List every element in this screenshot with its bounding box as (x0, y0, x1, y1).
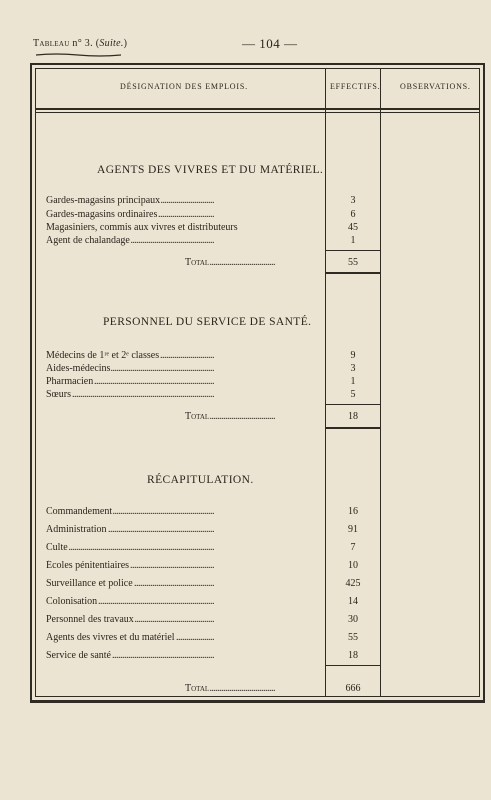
row-value: 1 (350, 235, 356, 246)
table-row (46, 542, 322, 553)
table-row (46, 350, 322, 361)
row-value: 14 (348, 596, 358, 607)
table-row (46, 650, 322, 661)
row-label: Service de santé (46, 650, 111, 661)
row-label: Magasiniers, commis aux vivres et distributeurs (46, 222, 238, 233)
row-value: 16 (348, 506, 358, 517)
table-suite: Suite. (99, 38, 124, 49)
row-label: Culte (46, 542, 68, 553)
column-header-designation: DÉSIGNATION DES EMPLOIS. (120, 82, 248, 91)
table-row (46, 524, 322, 535)
row-value: 6 (350, 209, 356, 220)
sum-rule (326, 404, 380, 405)
column-header-observations: OBSERVATIONS. (400, 82, 471, 91)
row-label: Colonisation (46, 596, 98, 607)
table-row (46, 363, 322, 374)
row-label: Gardes-magasins ordinaires (46, 209, 158, 220)
total-label: Total (185, 257, 210, 268)
total-value: 666 (345, 683, 361, 694)
table-label: Tableau (33, 38, 70, 49)
bottom-rule (30, 701, 485, 703)
total-label: Total (185, 683, 210, 694)
row-label: Surveillance et police (46, 578, 133, 589)
row-label: Agents des vivres et du matériel (46, 632, 175, 643)
row-label: Personnel des travaux (46, 614, 134, 625)
total-value: 55 (348, 257, 358, 268)
table-row (46, 506, 322, 517)
header-rule (35, 108, 480, 110)
section-title: RÉCAPITULATION. (147, 474, 254, 486)
row-value: 10 (348, 560, 358, 571)
row-value: 5 (350, 389, 356, 400)
row-label: Gardes-magasins principaux (46, 195, 161, 206)
row-value: 7 (350, 542, 356, 553)
total-rule (326, 427, 380, 429)
table-reference (33, 38, 127, 49)
row-label: Médecins de 1ʳᵉ et 2ᵉ classes (46, 350, 160, 361)
table-close: ) (123, 38, 128, 49)
row-value: 9 (350, 350, 356, 361)
row-label: Écoles pénitentiaires (46, 560, 130, 571)
table-row (46, 235, 322, 246)
total-row (185, 683, 322, 694)
section-title: PERSONNEL DU SERVICE DE SANTÉ. (103, 316, 312, 328)
table-row (46, 376, 322, 387)
row-value: 425 (345, 578, 361, 589)
row-value: 55 (348, 632, 358, 643)
total-row (185, 257, 322, 268)
row-value: 3 (350, 195, 356, 206)
table-row (46, 578, 322, 589)
row-label: Commandement (46, 506, 113, 517)
row-value: 18 (348, 650, 358, 661)
row-label: Agent de chalandage (46, 235, 130, 246)
total-label: Total (185, 411, 210, 422)
table-row (46, 222, 322, 233)
sum-rule (326, 250, 380, 251)
table-row (46, 614, 322, 625)
row-label: Administration (46, 524, 107, 535)
total-value: 18 (348, 411, 358, 422)
header-rule (35, 112, 480, 113)
table-row (46, 560, 322, 571)
section-title: AGENTS DES VIVRES ET DU MATÉRIEL. (97, 164, 324, 176)
row-value: 45 (348, 222, 358, 233)
column-header-effectifs: EFFECTIFS. (330, 82, 381, 91)
total-rule (326, 272, 380, 274)
header-ornament (36, 53, 121, 57)
table-row (46, 389, 322, 400)
total-row (185, 411, 322, 422)
table-number: n° 3. ( (69, 38, 100, 49)
page-number: — 104 — (242, 36, 298, 51)
row-value: 1 (350, 376, 356, 387)
row-label: Sœurs (46, 389, 72, 400)
row-value: 30 (348, 614, 358, 625)
row-value: 3 (350, 363, 356, 374)
table-row (46, 596, 322, 607)
row-label: Pharmacien (46, 376, 94, 387)
table-row (46, 632, 322, 643)
row-value: 91 (348, 524, 358, 535)
row-label: Aides-médecins (46, 363, 111, 374)
table-row (46, 209, 322, 220)
sum-rule (326, 665, 380, 666)
table-row (46, 195, 322, 206)
column-divider (380, 68, 381, 697)
